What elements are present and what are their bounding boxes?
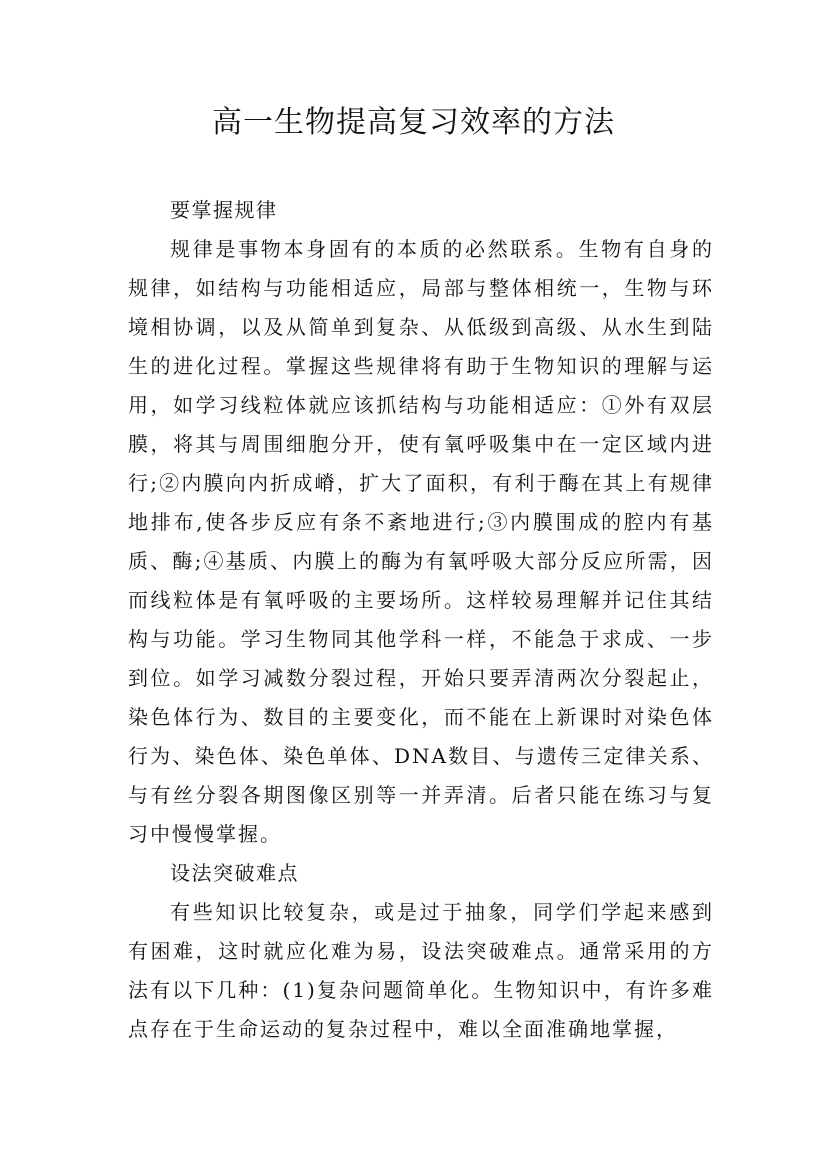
section-heading-difficulties: 设法突破难点 bbox=[170, 861, 299, 885]
section-paragraph-laws: 规律是事物本身固有的本质的必然联系。生物有自身的规律，如结构与功能相适应，局部与整体相统一，生物与环境相协调，以及从简单到复杂、从低级到高级、从水生到陆生的进化过程。掌握这些规律将有助于生物知识的理解与运用，如学习线粒体就应该抓结构与功能相适应：①外有双层膜，将其与周围细胞分开，使有氧呼吸集中在一定区域内进行;②内膜向内折成嵴，扩大了面积，有利于酶在其上有规律地排布,使各步反应有条不紊地进行;③内膜围成的腔内有基质、酶;④基质、内膜上的酶为有氧呼吸大部分反应所需，因而线粒体是有氧呼吸的主要场所。这样较易理解并记住其结构与功能。学习生物同其他学科一样，不能急于求成、一步到位。如学习减数分裂过程，开始只要弄清两次分裂起止，染色体行为、数目的主要变化，而不能在上新课时对染色体行为、染色体、染色单体、DNA数目、与遗传三定律关系、与有丝分裂各期图像区别等一并弄清。后者只能在练习与复习中慢慢掌握。 bbox=[128, 237, 714, 846]
section-paragraph-difficulties: 有些知识比较复杂，或是过于抽象，同学们学起来感到有困难，这时就应化难为易，设法突破难点。通常采用的方法有以下几种：(1)复杂问题简单化。生物知识中，有许多难点存在于生命运动的复杂过程中，难以全面准确地掌握， bbox=[128, 900, 714, 1041]
section-heading-laws: 要掌握规律 bbox=[170, 198, 278, 222]
document-body bbox=[128, 191, 714, 1049]
document-title: 高一生物提高复习效率的方法 bbox=[212, 105, 615, 140]
